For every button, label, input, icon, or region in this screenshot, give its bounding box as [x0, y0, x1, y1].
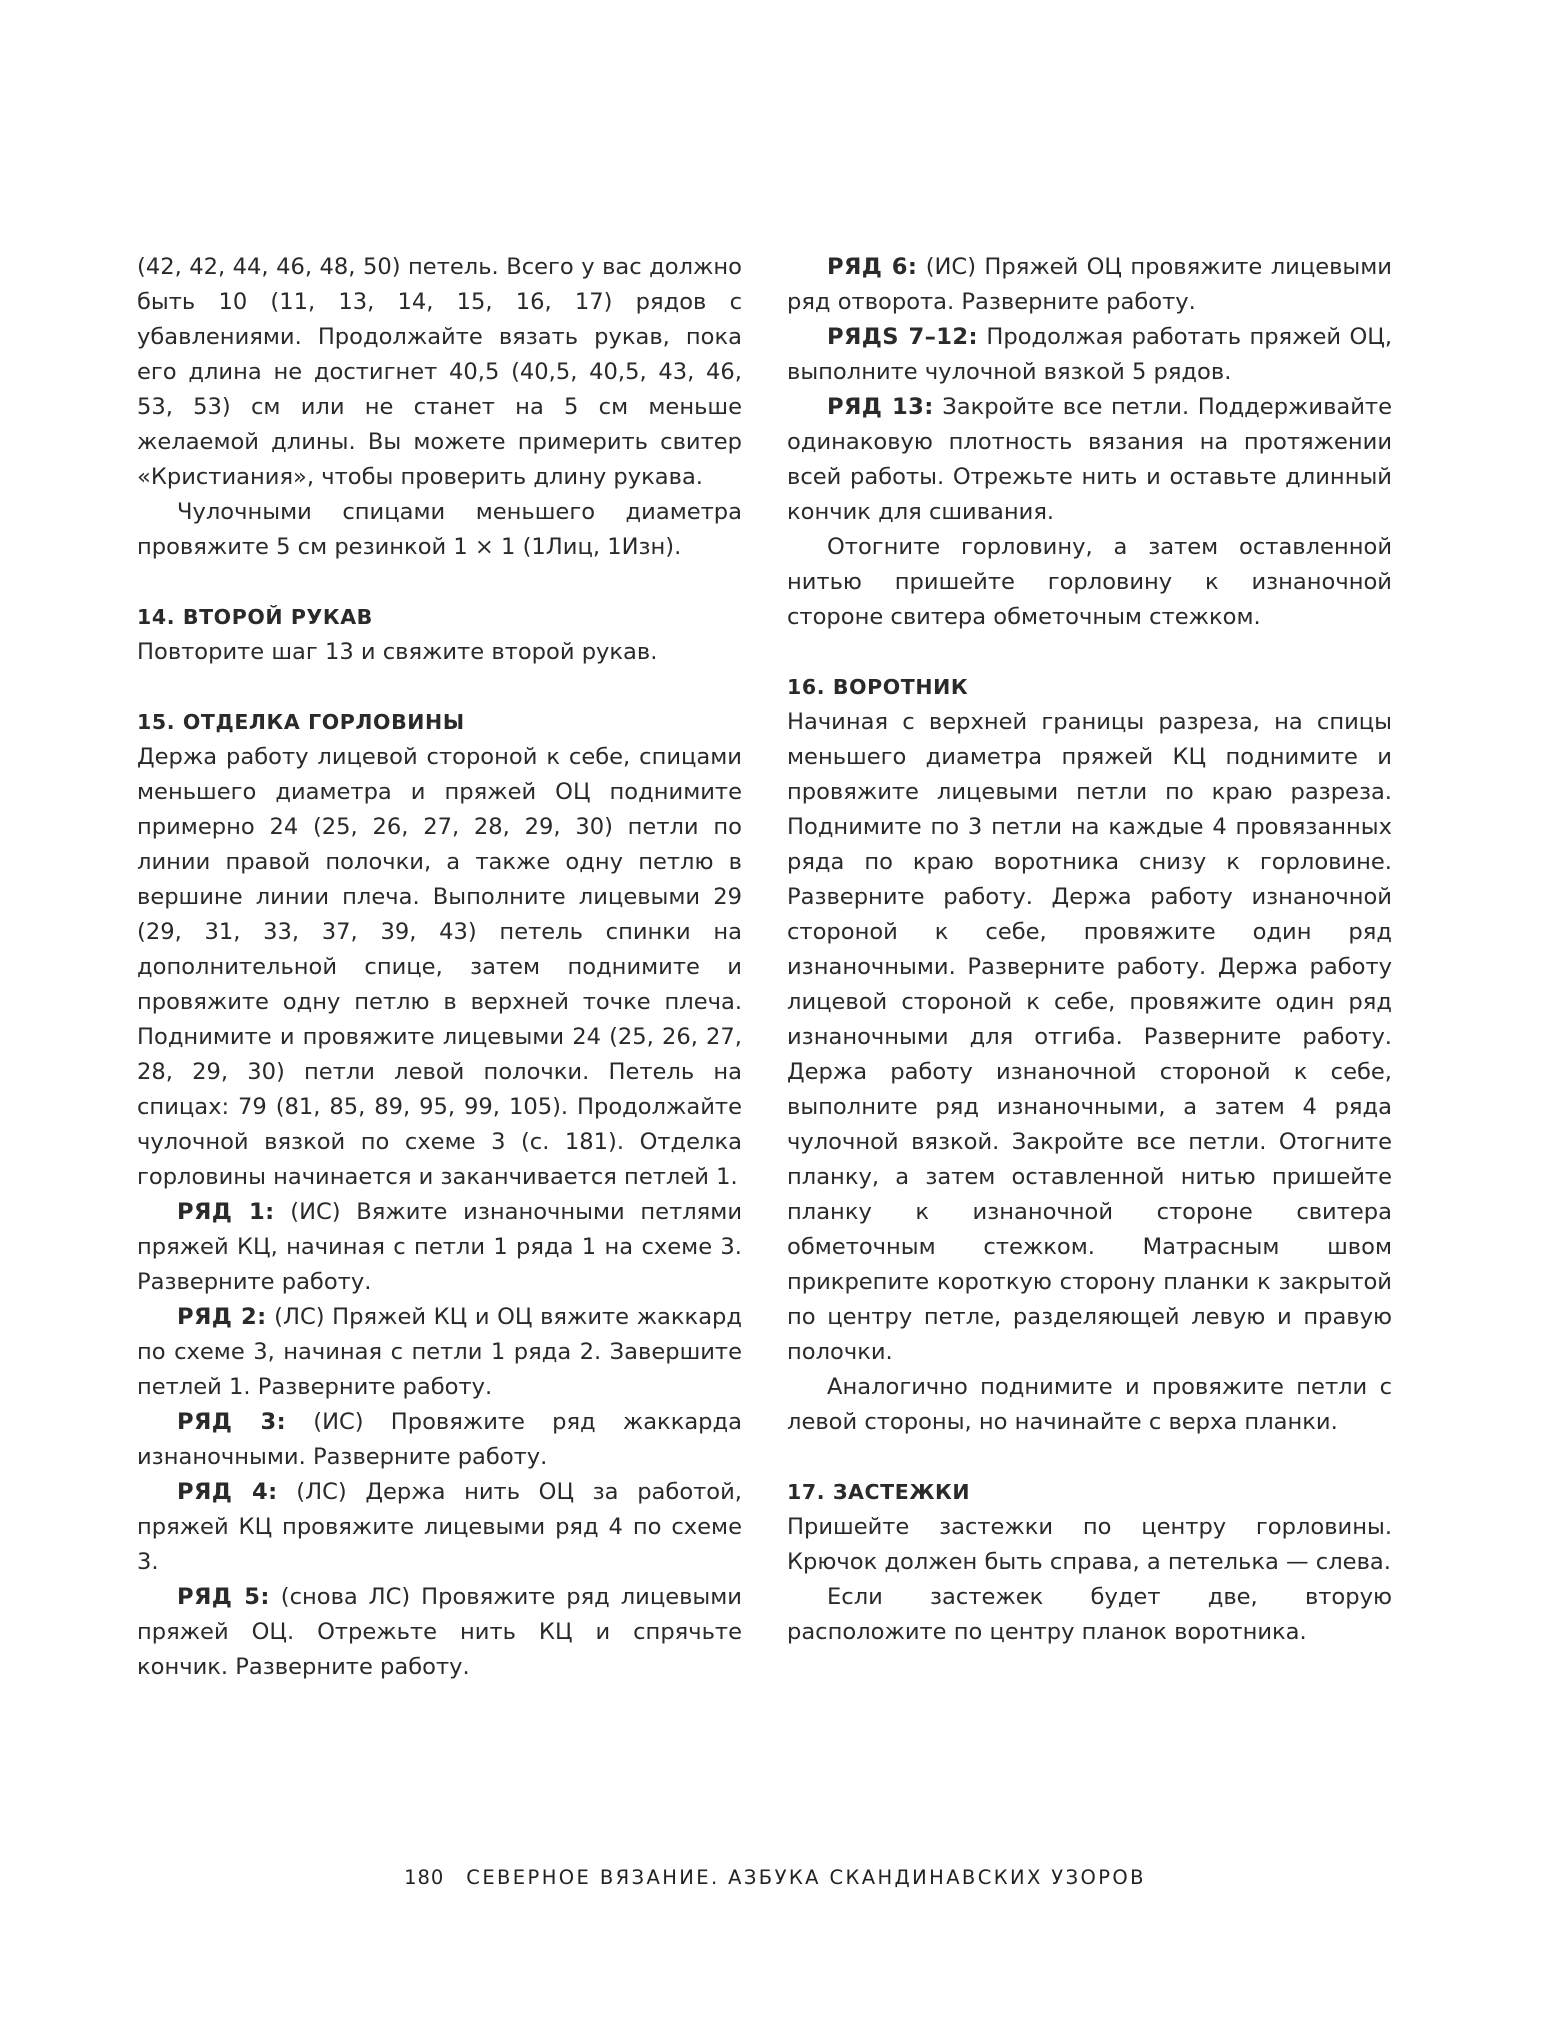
row-3-text: (ИС) Провяжите ряд жаккарда изнаночными. Разверните работу. [137, 1409, 742, 1470]
right-column [787, 250, 1392, 1650]
step-17-paragraph: Пришейте застежки по центру горловины. Крючок должен быть справа, а петелька — слева. [787, 1514, 1392, 1575]
row-6-instruction [787, 250, 1392, 320]
row-5-label: РЯД 5: [177, 1584, 270, 1610]
ribbing-paragraph: Чулочными спицами меньшего диаметра провяжите 5 см резинкой 1 × 1 (1Лиц, 1Изн). [137, 499, 742, 560]
row-2-label: РЯД 2: [177, 1304, 267, 1330]
row-6-text: (ИС) Пряжей ОЦ провяжите лицевыми ряд отворота. Разверните работу. [787, 254, 1392, 315]
book-title: СЕВЕРНОЕ ВЯЗАНИЕ. АЗБУКА СКАНДИНАВСКИХ УЗОРОВ [466, 1866, 1146, 1889]
rows-7-12-instruction [787, 320, 1392, 390]
row-2-text: (ЛС) Пряжей КЦ и ОЦ вяжите жаккард по схеме 3, начиная с петли 1 ряда 2. Завершите петлей 1. Разверните работу. [137, 1304, 742, 1400]
row-3-label: РЯД 3: [177, 1409, 287, 1435]
page-footer [0, 1866, 1550, 1889]
row-3-instruction [137, 1405, 742, 1475]
step-14-heading: 14. ВТОРОЙ РУКАВ [137, 605, 373, 629]
row-1-label: РЯД 1: [177, 1199, 275, 1225]
page-number: 180 [404, 1866, 445, 1889]
row-13-instruction [787, 390, 1392, 530]
rows-7-12-text: Продолжая работать пряжей ОЦ, выполните чулочной вязкой 5 рядов. [787, 324, 1393, 385]
sleeve-continuation-paragraph: (42, 42, 44, 46, 48, 50) петель. Всего у вас должно быть 10 (11, 13, 14, 15, 16, 17) рядов с убавлениями. Продолжайте вязать рукав, пока его длина не достигнет 40,5 (40,5, 40,5, 43, 46, 53, 53) см или не станет на 5 см меньше желаемой длины. Вы можете примерить свитер «Кристиания», чтобы проверить длину рукава. [137, 254, 742, 490]
left-column [137, 250, 742, 1685]
step-17-heading: 17. ЗАСТЕЖКИ [787, 1480, 971, 1504]
step-16-heading: 16. ВОРОТНИК [787, 675, 969, 699]
fold-neckline-paragraph: Отогните горловину, а затем оставленной нитью пришейте горловину к изнаночной стороне свитера обметочным стежком. [787, 534, 1392, 630]
row-5-instruction [137, 1580, 742, 1685]
row-1-text: (ИС) Вяжите изнаночными петлями пряжей КЦ, начиная с петли 1 ряда 1 на схеме 3. Разверните работу. [137, 1199, 743, 1295]
step-17-second-paragraph: Если застежек будет две, вторую расположите по центру планок воротника. [787, 1584, 1392, 1645]
row-4-instruction [137, 1475, 742, 1580]
row-13-text: Закройте все петли. Поддерживайте одинаковую плотность вязания на протяжении всей работы. Отрежьте нить и оставьте длинный кончик для сшивания. [787, 394, 1392, 525]
row-13-label: РЯД 13: [827, 394, 934, 420]
step-14-paragraph: Повторите шаг 13 и свяжите второй рукав. [137, 639, 658, 665]
step-15-paragraph: Держа работу лицевой стороной к себе, спицами меньшего диаметра и пряжей ОЦ поднимите примерно 24 (25, 26, 27, 28, 29, 30) петли по линии правой полочки, а также одну петлю в вершине линии плеча. Выполните лицевыми 29 (29, 31, 33, 37, 39, 43) петель спинки на дополнительной спице, затем поднимите и провяжите одну петлю в верхней точке плеча. Поднимите и провяжите лицевыми 24 (25, 26, 27, 28, 29, 30) петли левой полочки. Петель на спицах: 79 (81, 85, 89, 95, 99, 105). Продолжайте чулочной вязкой по схеме 3 (с. 181). Отделка горловины начинается и заканчивается петлей 1. [137, 744, 742, 1190]
rows-7-12-label: РЯДS 7–12: [827, 324, 978, 350]
row-6-label: РЯД 6: [827, 254, 918, 280]
step-16-second-paragraph: Аналогично поднимите и провяжите петли с левой стороны, но начинайте с верха планки. [787, 1374, 1392, 1435]
row-2-instruction [137, 1300, 742, 1405]
step-15-heading: 15. ОТДЕЛКА ГОРЛОВИНЫ [137, 710, 465, 734]
row-4-label: РЯД 4: [177, 1479, 278, 1505]
step-16-paragraph: Начиная с верхней границы разреза, на спицы меньшего диаметра пряжей КЦ поднимите и провяжите лицевыми петли по краю разреза. Поднимите по 3 петли на каждые 4 провязанных ряда по краю воротника снизу к горловине. Разверните работу. Держа работу изнаночной стороной к себе, провяжите один ряд изнаночными. Разверните работу. Держа работу лицевой стороной к себе, провяжите один ряд изнаночными для отгиба. Разверните работу. Держа работу изнаночной стороной к себе, выполните ряд изнаночными, а затем 4 ряда чулочной вязкой. Закройте все петли. Отогните планку, а затем оставленной нитью пришейте планку к изнаночной стороне свитера обметочным стежком. Матрасным швом прикрепите короткую сторону планки к закрытой по центру петле, разделяющей левую и правую полочки. [787, 709, 1392, 1365]
row-5-text: (снова ЛС) Провяжите ряд лицевыми пряжей ОЦ. Отрежьте нить КЦ и спрячьте кончик. Разверните работу. [137, 1584, 742, 1680]
row-4-text: (ЛС) Держа нить ОЦ за работой, пряжей КЦ провяжите лицевыми ряд 4 по схеме 3. [137, 1479, 742, 1575]
row-1-instruction [137, 1195, 742, 1300]
